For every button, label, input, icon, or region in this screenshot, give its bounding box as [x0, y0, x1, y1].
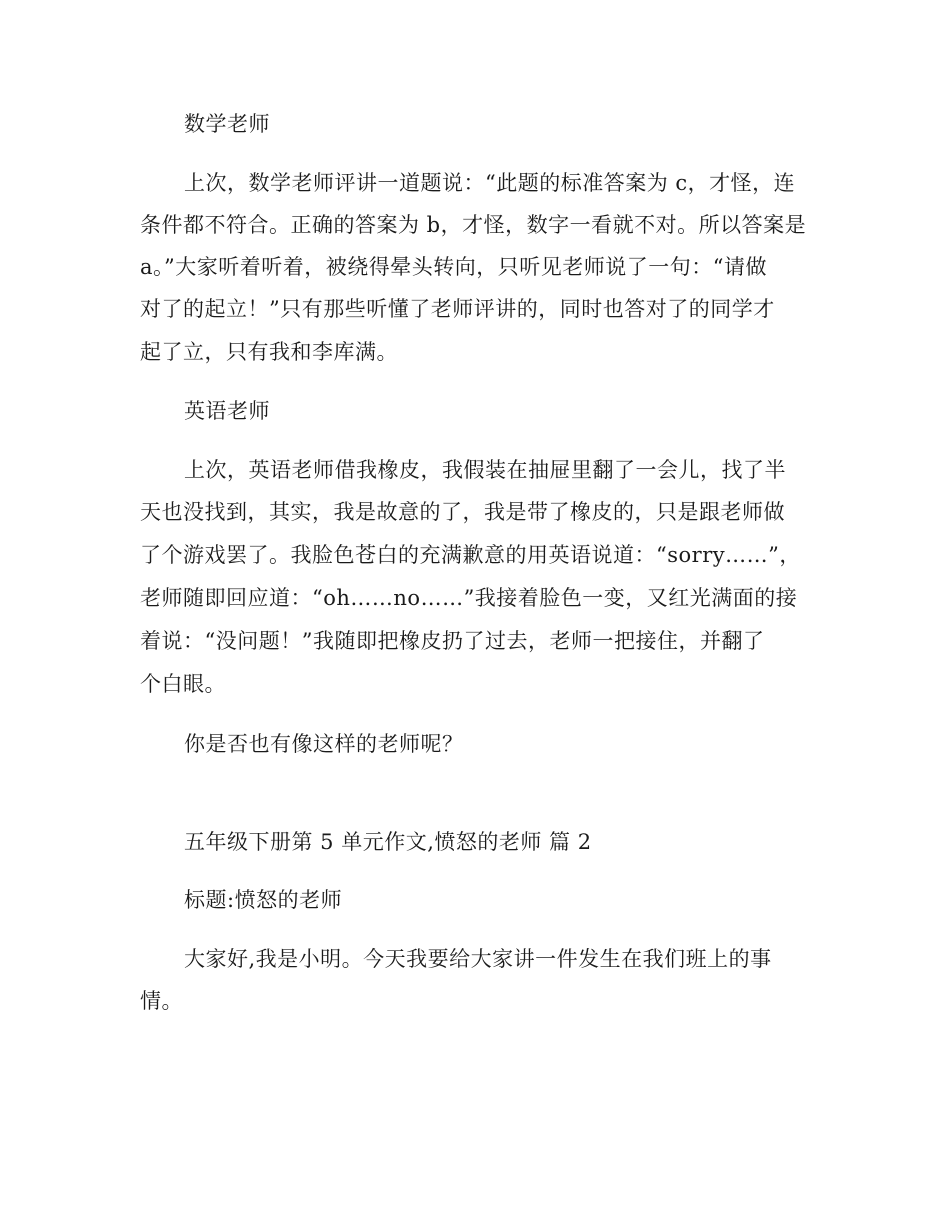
- math-paragraph-line-1: 上次，数学老师评讲一道题说：“此题的标准答案为 c，才怪，连: [184, 171, 796, 195]
- english-paragraph-line-5: 着说：“没问题！”我随即把橡皮扔了过去，老师一把接住，并翻了: [140, 629, 765, 653]
- closing-question: 你是否也有像这样的老师呢？: [184, 732, 464, 756]
- math-paragraph-line-4: 对了的起立！”只有那些听懂了老师评讲的，同时也答对了的同学才: [140, 297, 775, 321]
- essay-subtitle: 标题:愤怒的老师: [184, 888, 343, 912]
- section-title: 五年级下册第 5 单元作文,愤怒的老师 篇 2: [184, 830, 592, 854]
- intro-paragraph-line-2: 情。: [140, 989, 183, 1013]
- english-paragraph-line-2: 天也没找到，其实，我是故意的了，我是带了橡皮的，只是跟老师做: [140, 500, 785, 524]
- english-paragraph-line-6: 个白眼。: [140, 672, 226, 696]
- english-paragraph-line-3: 了个游戏罢了。我脸色苍白的充满歉意的用英语说道：“sorry……”，: [140, 543, 801, 567]
- heading-english-teacher: 英语老师: [184, 399, 270, 423]
- math-paragraph-line-5: 起了立，只有我和李库满。: [140, 340, 398, 364]
- english-paragraph-line-4: 老师随即回应道：“oh……no……”我接着脸色一变，又红光满面的接: [140, 586, 798, 610]
- intro-paragraph-line-1: 大家好,我是小明。今天我要给大家讲一件发生在我们班上的事: [184, 947, 772, 971]
- math-paragraph-line-3: a。”大家听着听着，被绕得晕头转向，只听见老师说了一句：“请做: [140, 255, 767, 279]
- heading-math-teacher: 数学老师: [184, 112, 270, 136]
- english-paragraph-line-1: 上次，英语老师借我橡皮，我假装在抽屉里翻了一会儿，找了半: [184, 458, 786, 482]
- math-paragraph-line-2: 条件都不符合。正确的答案为 b，才怪，数字一看就不对。所以答案是: [140, 213, 807, 237]
